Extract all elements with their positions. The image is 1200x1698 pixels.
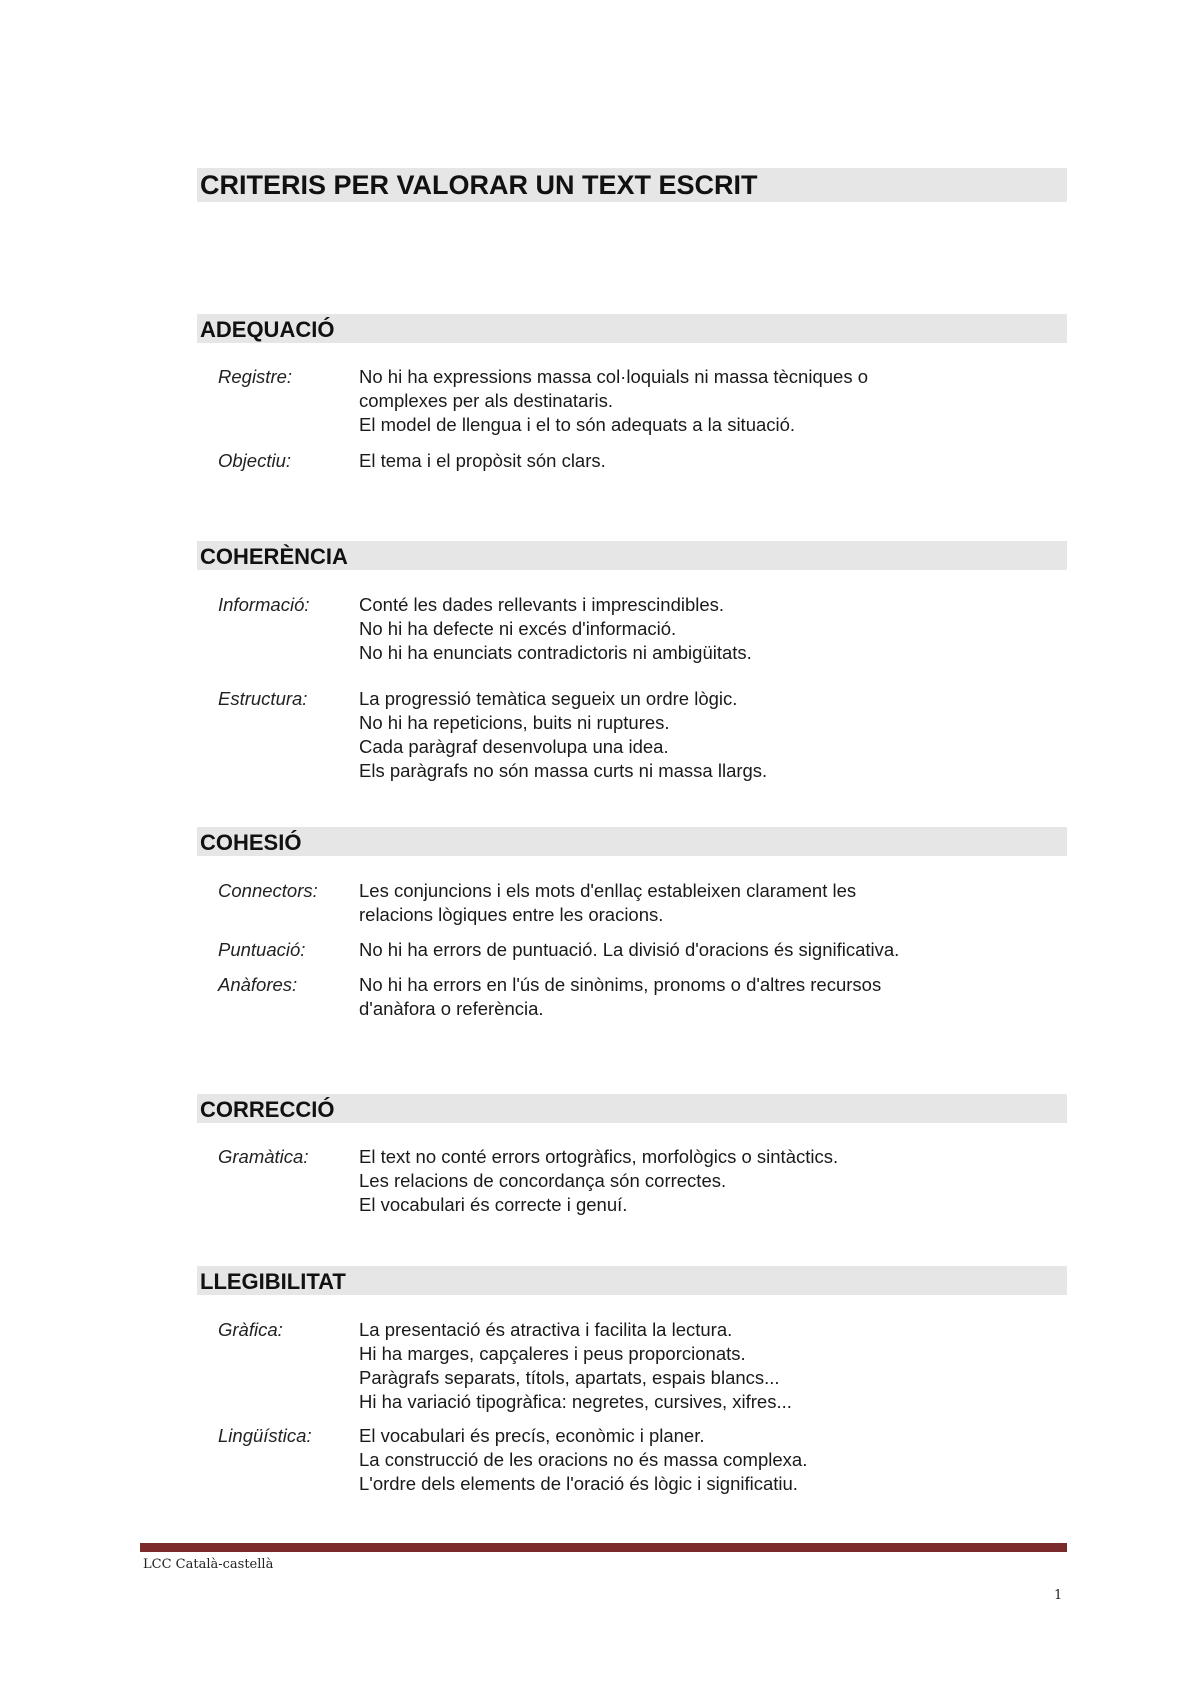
section-heading-adequacio: ADEQUACIÓ: [197, 314, 1067, 343]
criterion-label: Estructura:: [218, 688, 308, 709]
criterion-label: Registre:: [218, 366, 293, 387]
criterion-line: El model de llengua i el to són adequats a la situació.: [359, 414, 796, 435]
criterion-label: Informació:: [218, 594, 310, 615]
criterion-line: No hi ha expressions massa col·loquials ni massa tècniques o: [359, 366, 869, 387]
criterion-line: Els paràgrafs no són massa curts ni massa llargs.: [359, 760, 768, 781]
criterion-line: El vocabulari és correcte i genuí.: [359, 1194, 628, 1215]
criterion-line: El vocabulari és precís, econòmic i planer.: [359, 1425, 705, 1446]
section-heading-cohesio: COHESIÓ: [197, 827, 1067, 856]
criterion-label: Lingüística:: [218, 1425, 312, 1446]
criterion-line: No hi ha defecte ni excés d'informació.: [359, 618, 677, 639]
criterion-label: Anàfores:: [218, 974, 298, 995]
section-heading-llegibilitat: LLEGIBILITAT: [197, 1266, 1067, 1295]
footer-text: LCC Català-castellà: [143, 1557, 274, 1572]
criterion-line: El text no conté errors ortogràfics, morfològics o sintàctics.: [359, 1146, 839, 1167]
criterion-line: Paràgrafs separats, títols, apartats, espais blancs...: [359, 1367, 780, 1388]
criterion-line: L'ordre dels elements de l'oració és lògic i significatiu.: [359, 1473, 798, 1494]
criterion-line: La construcció de les oracions no és massa complexa.: [359, 1449, 808, 1470]
criterion-label: Objectiu:: [218, 450, 292, 471]
criterion-line: d'anàfora o referència.: [359, 998, 544, 1019]
criterion-line: No hi ha repeticions, buits ni ruptures.: [359, 712, 670, 733]
document-title: CRITERIS PER VALORAR UN TEXT ESCRIT: [197, 168, 1067, 202]
criterion-line: Cada paràgraf desenvolupa una idea.: [359, 736, 669, 757]
criterion-label: Gràfica:: [218, 1319, 283, 1340]
criterion-line: El tema i el propòsit són clars.: [359, 450, 606, 471]
criterion-line: No hi ha errors en l'ús de sinònims, pronoms o d'altres recursos: [359, 974, 882, 995]
criterion-line: Conté les dades rellevants i imprescindibles.: [359, 594, 725, 615]
criterion-line: La presentació és atractiva i facilita la lectura.: [359, 1319, 733, 1340]
criterion-label: Puntuació:: [218, 939, 306, 960]
criterion-line: No hi ha errors de puntuació. La divisió d'oracions és significativa.: [359, 939, 900, 960]
criterion-line: Hi ha marges, capçaleres i peus proporcionats.: [359, 1343, 746, 1364]
section-heading-correccio: CORRECCIÓ: [197, 1094, 1067, 1123]
criterion-line: Hi ha variació tipogràfica: negretes, cursives, xifres...: [359, 1391, 792, 1412]
page-number: 1: [1054, 1588, 1063, 1603]
criterion-line: La progressió temàtica segueix un ordre lògic.: [359, 688, 738, 709]
criterion-label: Gramàtica:: [218, 1146, 309, 1167]
criterion-line: Les relacions de concordança són correctes.: [359, 1170, 727, 1191]
criterion-label: Connectors:: [218, 880, 318, 901]
section-heading-coherencia: COHERÈNCIA: [197, 541, 1067, 570]
criterion-line: relacions lògiques entre les oracions.: [359, 904, 664, 925]
criterion-line: No hi ha enunciats contradictoris ni ambigüitats.: [359, 642, 752, 663]
criterion-line: complexes per als destinataris.: [359, 390, 613, 411]
criterion-line: Les conjuncions i els mots d'enllaç estableixen clarament les: [359, 880, 857, 901]
footer-rule: [140, 1543, 1067, 1552]
